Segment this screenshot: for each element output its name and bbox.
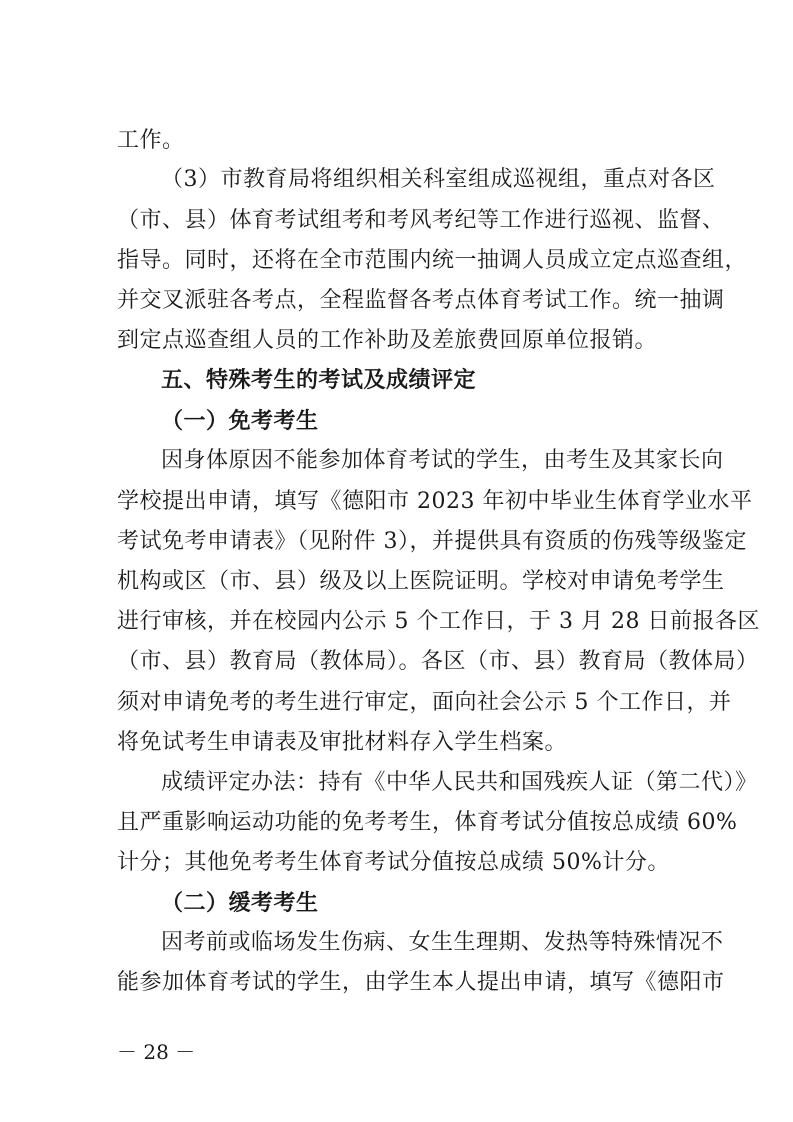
text-line: 计分；其他免考考生体育考试分值按总成绩 50%计分。	[117, 850, 670, 875]
text-line: 工作。	[117, 128, 185, 153]
text-line: 因身体原因不能参加体育考试的学生，由考生及其家长向	[161, 448, 724, 473]
text-line: 成绩评定办法：持有《中华人民共和国残疾人证（第二代）》	[161, 770, 758, 795]
text-line: 考试免考申请表》（见附件 3），并提供具有资质的伤残等级鉴定	[117, 529, 747, 554]
subsection-heading: （一）免考考生	[161, 408, 319, 434]
subsection-heading: （二）缓考考生	[161, 890, 319, 916]
text-line: 须对申请免考的考生进行审定，面向社会公示 5 个工作日，并	[117, 690, 732, 715]
text-line: 学校提出申请，填写《德阳市 2023 年初中毕业生体育学业水平	[117, 489, 753, 514]
page-number: － 28 －	[117, 1040, 196, 1064]
text-line: （3）市教育局将组织相关科室组成巡视组，重点对各区	[161, 167, 716, 192]
text-line: 且严重影响运动功能的免考考生，体育考试分值按总成绩 60%	[117, 810, 738, 835]
text-line: 机构或区（市、县）级及以上医院证明。学校对申请免考学生	[117, 569, 725, 594]
text-line: 并交叉派驻各考点，全程监督各考点体育考试工作。统一抽调	[117, 288, 725, 313]
text-line: 指导。同时，还将在全市范围内统一抽调人员成立定点巡查组，	[117, 248, 748, 273]
text-line: 能参加体育考试的学生，由学生本人提出申请，填写《德阳市	[117, 970, 725, 995]
text-line: （市、县）教育局（教体局）。各区（市、县）教育局（教体局）	[117, 649, 759, 674]
text-line: 将免试考生申请表及审批材料存入学生档案。	[117, 730, 568, 755]
section-heading: 五、特殊考生的考试及成绩评定	[161, 368, 477, 393]
text-line: （市、县）体育考试组考和考风考纪等工作进行巡视、监督、	[117, 208, 725, 233]
text-line: 到定点巡查组人员的工作补助及差旅费回原单位报销。	[117, 328, 658, 353]
text-line: 因考前或临场发生伤病、女生生理期、发热等特殊情况不	[161, 930, 724, 955]
text-line: 进行审核，并在校园内公示 5 个工作日，于 3 月 28 日前报各区	[117, 609, 760, 634]
